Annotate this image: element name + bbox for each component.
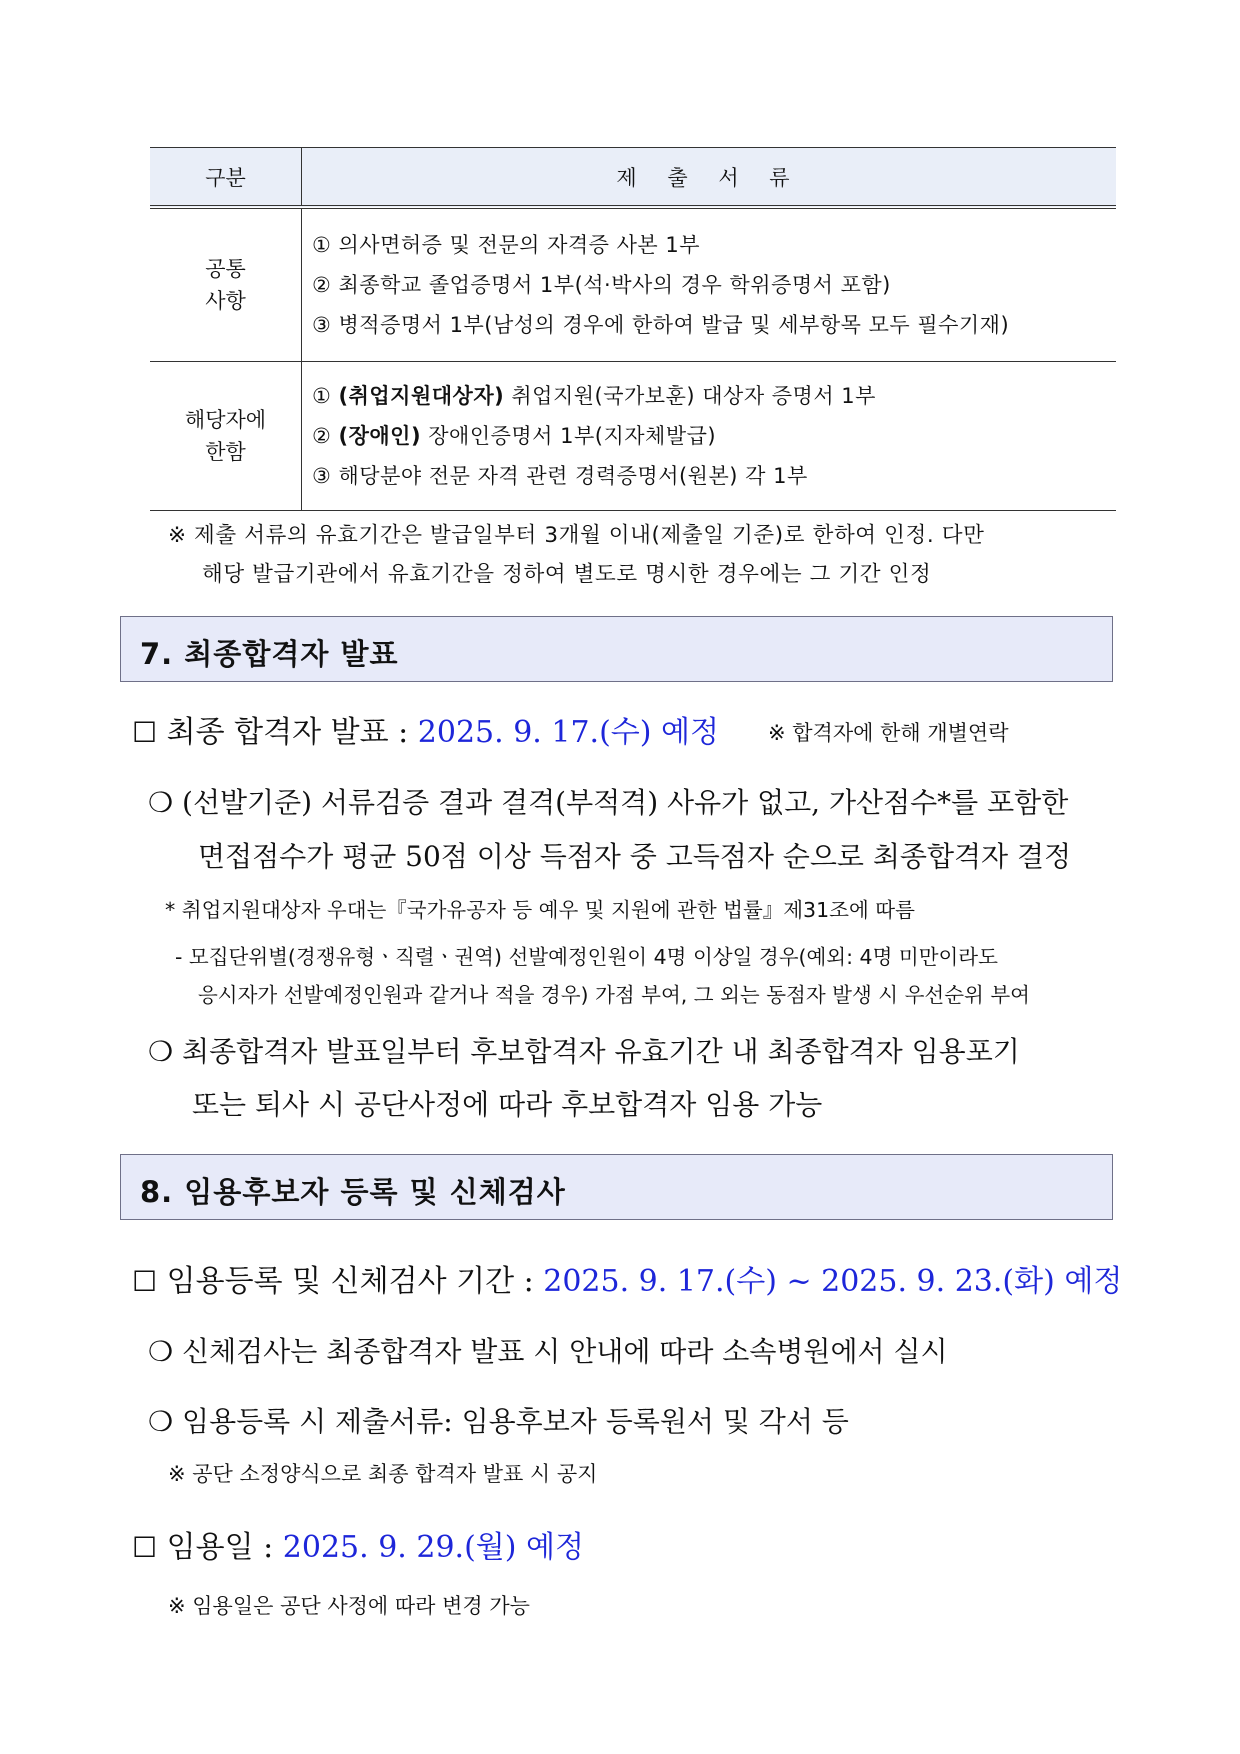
table-row-items xyxy=(302,207,1117,362)
document-item: ③ 해당분야 전문 자격 관련 경력증명서(원본) 각 1부 xyxy=(312,464,808,488)
final-announcement-line: ☐ 최종 합격자 발표 : 2025. 9. 17.(수) 예정 xyxy=(132,715,719,750)
reserve-candidate-line2: 또는 퇴사 시 공단사정에 따라 후보합격자 임용 가능 xyxy=(192,1088,823,1121)
document-item: ② (장애인) 장애인증명서 1부(지자체발급) xyxy=(312,424,717,448)
table-row xyxy=(150,207,1116,362)
appointment-date-line: ☐ 임용일 : 2025. 9. 29.(월) 예정 xyxy=(132,1530,584,1565)
preference-footnote: * 취업지원대상자 우대는『국가유공자 등 예우 및 지원에 관한 법률』제31조에 따름 xyxy=(165,898,915,922)
circle-bullet-icon: ❍ xyxy=(148,1405,174,1438)
announcement-date: 2025. 9. 17.(수) 예정 xyxy=(417,715,719,750)
section-7-heading: 7. 최종합격자 발표 xyxy=(120,616,1113,682)
form-notice: ※ 공단 소정양식으로 최종 합격자 발표 시 공지 xyxy=(168,1462,598,1486)
table-row-category: 해당자에 한함 xyxy=(150,362,302,511)
table-row xyxy=(150,362,1116,511)
registration-period-line: ☐ 임용등록 및 신체검사 기간 : 2025. 9. 17.(수) ~ 2025. 9. 23.(화) 예정 xyxy=(132,1264,1123,1299)
circle-bullet-icon: ❍ xyxy=(148,786,174,819)
registration-period-date: 2025. 9. 17.(수) ~ 2025. 9. 23.(화) 예정 xyxy=(543,1264,1123,1299)
bonus-rule-line1: - 모집단위별(경쟁유형ㆍ직렬ㆍ권역) 선발예정인원이 4명 이상일 경우(예외: 4명 미만이라도 xyxy=(175,945,998,969)
appointment-date: 2025. 9. 29.(월) 예정 xyxy=(282,1530,584,1565)
table-row-category: 공통 사항 xyxy=(150,207,302,362)
announcement-contact-note: ※ 합격자에 한해 개별연락 xyxy=(768,721,1009,745)
selection-criteria-bullet: ❍ (선발기준) 서류검증 결과 결격(부적격) 사유가 없고, 가산점수*를 포함한 xyxy=(148,786,1069,819)
table-header-category: 구분 xyxy=(150,148,302,208)
document-item: ② 최종학교 졸업증명서 1부(석·박사의 경우 학위증명서 포함) xyxy=(312,273,891,297)
table-header-documents: 제 출 서 류 xyxy=(302,148,1117,208)
medical-exam-bullet: ❍ 신체검사는 최종합격자 발표 시 안내에 따라 소속병원에서 실시 xyxy=(148,1335,948,1368)
checkbox-icon: ☐ xyxy=(132,1265,158,1298)
table-row-items xyxy=(302,362,1117,511)
checkbox-icon: ☐ xyxy=(132,716,158,749)
table-header-row xyxy=(150,148,1116,208)
checkbox-icon: ☐ xyxy=(132,1531,158,1564)
appointment-change-note: ※ 임용일은 공단 사정에 따라 변경 가능 xyxy=(168,1594,530,1618)
document-item: ① (취업지원대상자) 취업지원(국가보훈) 대상자 증명서 1부 xyxy=(312,384,876,408)
selection-criteria-line2: 면접점수가 평균 50점 이상 득점자 중 고득점자 순으로 최종합격자 결정 xyxy=(198,840,1072,873)
registration-documents-bullet: ❍ 임용등록 시 제출서류: 임용후보자 등록원서 및 각서 등 xyxy=(148,1405,849,1438)
document-item: ① 의사면허증 및 전문의 자격증 사본 1부 xyxy=(312,233,701,257)
reserve-candidate-bullet: ❍ 최종합격자 발표일부터 후보합격자 유효기간 내 최종합격자 임용포기 xyxy=(148,1035,1020,1068)
circle-bullet-icon: ❍ xyxy=(148,1335,174,1368)
bonus-rule-line2: 응시자가 선발예정인원과 같거나 적을 경우) 가점 부여, 그 외는 동점자 발생 시 우선순위 부여 xyxy=(198,983,1030,1007)
circle-bullet-icon: ❍ xyxy=(148,1035,174,1068)
document-item: ③ 병적증명서 1부(남성의 경우에 한하여 발급 및 세부항목 모두 필수기재) xyxy=(312,313,1010,337)
section-8-heading: 8. 임용후보자 등록 및 신체검사 xyxy=(120,1154,1113,1220)
validity-note: ※ 제출 서류의 유효기간은 발급일부터 3개월 이내(제출일 기준)로 한하여 인정. 다만 해당 발급기관에서 유효기간을 정하여 별도로 명시한 경우에는 그 기간 인정 xyxy=(168,523,985,587)
documents-table xyxy=(150,147,1116,511)
